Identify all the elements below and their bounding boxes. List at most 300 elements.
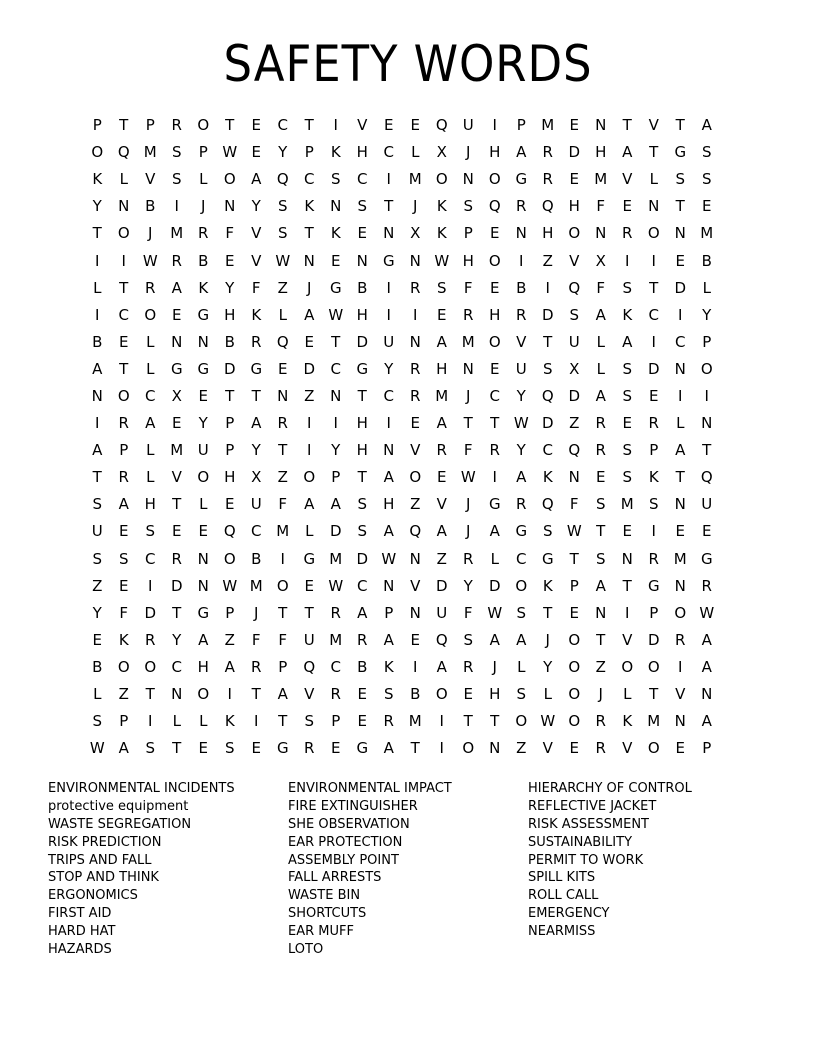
grid-letter: B bbox=[198, 251, 209, 270]
grid-letter: B bbox=[224, 332, 235, 351]
grid-letter: M bbox=[143, 143, 157, 162]
word-list-item: PERMIT TO WORK bbox=[528, 852, 644, 868]
grid-letter: Z bbox=[436, 549, 447, 568]
grid-letter: H bbox=[383, 495, 395, 514]
grid-letter: O bbox=[568, 630, 581, 649]
grid-letter: E bbox=[198, 522, 208, 541]
grid-letter: E bbox=[198, 386, 208, 405]
grid-letter: C bbox=[675, 332, 686, 351]
grid-letter: A bbox=[436, 657, 447, 676]
word-list-item: HARD HAT bbox=[48, 924, 116, 940]
grid-letter: E bbox=[384, 116, 394, 135]
grid-letter: R bbox=[118, 414, 129, 433]
grid-letter: Y bbox=[702, 305, 712, 324]
grid-letter: V bbox=[622, 739, 633, 758]
grid-letter: C bbox=[145, 549, 156, 568]
grid-letter: L bbox=[411, 143, 420, 162]
grid-letter: R bbox=[277, 414, 288, 433]
grid-letter: V bbox=[648, 116, 659, 135]
grid-letter: E bbox=[649, 386, 659, 405]
grid-letter: Y bbox=[172, 630, 182, 649]
grid-letter: F bbox=[596, 197, 606, 216]
grid-letter: W bbox=[434, 251, 450, 270]
grid-letter: P bbox=[463, 224, 473, 243]
grid-letter: B bbox=[701, 251, 712, 270]
grid-letter: E bbox=[490, 359, 500, 378]
word-list-item: HAZARDS bbox=[48, 942, 112, 958]
grid-letter: A bbox=[595, 305, 606, 324]
grid-letter: S bbox=[701, 143, 712, 162]
grid-letter: R bbox=[595, 712, 606, 731]
grid-letter: K bbox=[383, 657, 394, 676]
grid-letter: E bbox=[251, 116, 261, 135]
grid-letter: S bbox=[622, 468, 633, 487]
grid-letter: K bbox=[330, 224, 341, 243]
grid-letter: N bbox=[595, 116, 607, 135]
grid-letter: Z bbox=[569, 414, 580, 433]
word-list-item: SHORTCUTS bbox=[288, 906, 367, 922]
grid-letter: K bbox=[198, 278, 209, 297]
grid-letter: Q bbox=[223, 522, 236, 541]
grid-letter: R bbox=[118, 468, 129, 487]
grid-letter: I bbox=[704, 386, 709, 405]
grid-letter: U bbox=[91, 522, 103, 541]
grid-letter: E bbox=[119, 332, 129, 351]
grid-letter: N bbox=[568, 468, 580, 487]
grid-letter: U bbox=[197, 441, 209, 460]
grid-letter: E bbox=[119, 576, 129, 595]
grid-letter: W bbox=[487, 603, 503, 622]
grid-letter: P bbox=[225, 603, 235, 622]
grid-letter: L bbox=[146, 468, 155, 487]
grid-letter: T bbox=[543, 332, 553, 351]
grid-letter: L bbox=[199, 495, 208, 514]
grid-letter: D bbox=[356, 549, 369, 568]
grid-letter: N bbox=[118, 197, 130, 216]
grid-letter: O bbox=[117, 224, 130, 243]
grid-letter: P bbox=[702, 739, 712, 758]
grid-letter: L bbox=[146, 359, 155, 378]
grid-letter: Z bbox=[542, 251, 553, 270]
word-list-item: SUSTAINABILITY bbox=[528, 834, 633, 850]
grid-letter: W bbox=[381, 549, 397, 568]
grid-letter: U bbox=[303, 630, 315, 649]
grid-letter: Y bbox=[92, 603, 102, 622]
grid-letter: A bbox=[198, 630, 209, 649]
grid-letter: S bbox=[516, 685, 527, 704]
grid-letter: Z bbox=[595, 657, 606, 676]
grid-letter: L bbox=[199, 712, 208, 731]
grid-letter: P bbox=[278, 657, 288, 676]
grid-letter: O bbox=[647, 739, 660, 758]
grid-letter: O bbox=[435, 170, 448, 189]
grid-letter: L bbox=[305, 522, 314, 541]
grid-letter: A bbox=[145, 414, 156, 433]
grid-letter: E bbox=[622, 522, 632, 541]
grid-letter: M bbox=[276, 522, 290, 541]
grid-letter: K bbox=[224, 712, 235, 731]
grid-letter: B bbox=[145, 197, 156, 216]
grid-letter: E bbox=[357, 712, 367, 731]
grid-letter: T bbox=[357, 468, 367, 487]
grid-letter: Y bbox=[331, 441, 341, 460]
grid-letter: U bbox=[568, 332, 580, 351]
grid-letter: V bbox=[251, 251, 262, 270]
grid-letter: R bbox=[383, 712, 394, 731]
grid-letter: K bbox=[436, 197, 447, 216]
grid-letter: K bbox=[436, 224, 447, 243]
grid-letter: I bbox=[651, 522, 656, 541]
word-list-item: protective equipment bbox=[48, 798, 189, 814]
grid-letter: J bbox=[466, 495, 471, 514]
grid-letter: P bbox=[225, 414, 235, 433]
grid-letter: O bbox=[568, 712, 581, 731]
grid-letter: I bbox=[307, 441, 312, 460]
word-list-column-2 bbox=[288, 780, 452, 959]
grid-letter: S bbox=[277, 224, 288, 243]
grid-letter: S bbox=[542, 522, 553, 541]
grid-letter: V bbox=[622, 170, 633, 189]
grid-letter: S bbox=[383, 685, 394, 704]
grid-letter: N bbox=[277, 386, 289, 405]
grid-letter: E bbox=[410, 630, 420, 649]
grid-letter: N bbox=[409, 603, 421, 622]
grid-letter: Y bbox=[92, 197, 102, 216]
grid-letter: R bbox=[410, 278, 421, 297]
grid-letter: Y bbox=[225, 278, 235, 297]
grid-letter: S bbox=[595, 495, 606, 514]
grid-letter: I bbox=[95, 251, 100, 270]
grid-letter: S bbox=[622, 441, 633, 460]
grid-letter: V bbox=[675, 685, 686, 704]
grid-letter: R bbox=[463, 657, 474, 676]
grid-letter: M bbox=[541, 116, 555, 135]
grid-letter: S bbox=[92, 495, 103, 514]
grid-letter: N bbox=[197, 332, 209, 351]
grid-letter: K bbox=[330, 143, 341, 162]
grid-letter: S bbox=[145, 522, 156, 541]
grid-letter: N bbox=[621, 549, 633, 568]
grid-letter: P bbox=[649, 603, 659, 622]
grid-letter: X bbox=[410, 224, 421, 243]
grid-letter: S bbox=[622, 278, 633, 297]
grid-letter: I bbox=[625, 251, 630, 270]
grid-letter: N bbox=[91, 386, 103, 405]
word-list-item: WASTE BIN bbox=[288, 888, 361, 904]
grid-letter: C bbox=[304, 170, 315, 189]
grid-letter: F bbox=[119, 603, 129, 622]
grid-letter: R bbox=[251, 657, 262, 676]
grid-letter: N bbox=[383, 224, 395, 243]
grid-letter: H bbox=[489, 143, 501, 162]
grid-letter: E bbox=[569, 170, 579, 189]
grid-letter: A bbox=[595, 386, 606, 405]
grid-letter: R bbox=[145, 630, 156, 649]
grid-letter: D bbox=[568, 143, 581, 162]
grid-letter: R bbox=[171, 116, 182, 135]
grid-letter: E bbox=[198, 739, 208, 758]
grid-letter: E bbox=[172, 305, 182, 324]
grid-letter: Y bbox=[463, 576, 473, 595]
grid-letter: D bbox=[541, 305, 554, 324]
grid-letter: D bbox=[435, 576, 448, 595]
grid-letter: H bbox=[356, 441, 368, 460]
grid-letter: F bbox=[278, 630, 288, 649]
grid-letter: I bbox=[95, 414, 100, 433]
grid-letter: O bbox=[117, 386, 130, 405]
grid-letter: A bbox=[92, 441, 103, 460]
grid-letter: O bbox=[303, 468, 316, 487]
grid-letter: S bbox=[622, 386, 633, 405]
grid-letter: J bbox=[466, 386, 471, 405]
grid-letter: P bbox=[92, 116, 102, 135]
grid-letter: O bbox=[197, 468, 210, 487]
grid-letter: S bbox=[277, 197, 288, 216]
grid-letter: S bbox=[542, 359, 553, 378]
grid-letter: O bbox=[647, 224, 660, 243]
grid-letter: I bbox=[95, 305, 100, 324]
grid-letter: W bbox=[328, 305, 344, 324]
grid-letter: R bbox=[251, 332, 262, 351]
grid-letter: N bbox=[303, 251, 315, 270]
grid-letter: W bbox=[222, 576, 238, 595]
grid-letter: N bbox=[515, 224, 527, 243]
grid-letter: N bbox=[674, 576, 686, 595]
grid-letter: O bbox=[515, 576, 528, 595]
grid-letter: N bbox=[462, 170, 474, 189]
grid-letter: I bbox=[651, 251, 656, 270]
word-list-item: RISK PREDICTION bbox=[48, 834, 162, 850]
grid-letter: Y bbox=[251, 197, 261, 216]
grid-letter: R bbox=[516, 305, 527, 324]
grid-letter: O bbox=[409, 468, 422, 487]
grid-letter: Y bbox=[251, 441, 261, 460]
grid-letter: S bbox=[357, 522, 368, 541]
grid-letter: R bbox=[330, 685, 341, 704]
grid-letter: I bbox=[413, 305, 418, 324]
grid-letter: R bbox=[648, 414, 659, 433]
grid-letter: V bbox=[171, 468, 182, 487]
grid-letter: A bbox=[675, 441, 686, 460]
grid-letter: W bbox=[513, 414, 529, 433]
grid-letter: N bbox=[674, 712, 686, 731]
grid-letter: K bbox=[542, 468, 553, 487]
grid-letter: I bbox=[174, 197, 179, 216]
grid-letter: A bbox=[622, 332, 633, 351]
grid-letter: N bbox=[701, 685, 713, 704]
grid-letter: M bbox=[249, 576, 263, 595]
grid-letter: O bbox=[515, 712, 528, 731]
grid-letter: Q bbox=[541, 386, 554, 405]
grid-letter: D bbox=[488, 576, 501, 595]
grid-letter: H bbox=[542, 224, 554, 243]
grid-letter: F bbox=[278, 495, 288, 514]
grid-letter: M bbox=[329, 549, 343, 568]
grid-letter: I bbox=[492, 468, 497, 487]
grid-letter: E bbox=[357, 224, 367, 243]
grid-letter: R bbox=[357, 630, 368, 649]
grid-letter: E bbox=[225, 251, 235, 270]
grid-letter: S bbox=[648, 495, 659, 514]
grid-letter: E bbox=[278, 359, 288, 378]
word-list-item: SHE OBSERVATION bbox=[288, 816, 410, 832]
grid-letter: W bbox=[328, 576, 344, 595]
grid-letter: B bbox=[516, 278, 527, 297]
grid-letter: L bbox=[596, 332, 605, 351]
grid-letter: A bbox=[92, 359, 103, 378]
grid-letter: C bbox=[330, 359, 341, 378]
grid-letter: W bbox=[540, 712, 556, 731]
grid-letter: K bbox=[304, 197, 315, 216]
word-list-item: ENVIRONMENTAL IMPACT bbox=[288, 781, 452, 796]
grid-letter: S bbox=[330, 170, 341, 189]
grid-letter: V bbox=[410, 576, 421, 595]
grid-letter: H bbox=[568, 197, 580, 216]
word-list-column-1 bbox=[48, 780, 235, 959]
grid-letter: L bbox=[93, 685, 102, 704]
grid-letter: T bbox=[92, 468, 102, 487]
grid-letter: A bbox=[701, 630, 712, 649]
grid-letter: O bbox=[488, 251, 501, 270]
grid-letter: H bbox=[436, 359, 448, 378]
grid-letter: O bbox=[488, 170, 501, 189]
grid-letter: V bbox=[410, 441, 421, 460]
grid-letter: V bbox=[251, 224, 262, 243]
grid-letter: N bbox=[224, 197, 236, 216]
grid-letter: C bbox=[330, 657, 341, 676]
grid-letter: P bbox=[331, 712, 341, 731]
grid-letter: I bbox=[307, 414, 312, 433]
grid-letter: L bbox=[543, 685, 552, 704]
grid-letter: K bbox=[622, 305, 633, 324]
grid-letter: X bbox=[569, 359, 580, 378]
grid-letter: T bbox=[172, 739, 182, 758]
grid-letter: E bbox=[675, 739, 685, 758]
grid-letter: N bbox=[489, 739, 501, 758]
grid-letter: Q bbox=[303, 657, 316, 676]
grid-letter: A bbox=[383, 468, 394, 487]
grid-letter: Q bbox=[117, 143, 130, 162]
grid-letter: L bbox=[146, 441, 155, 460]
grid-letter: D bbox=[356, 332, 369, 351]
grid-letter: T bbox=[225, 116, 235, 135]
grid-letter: E bbox=[251, 739, 261, 758]
word-list-item: ENVIRONMENTAL INCIDENTS bbox=[48, 781, 235, 796]
grid-letter: M bbox=[673, 549, 687, 568]
word-list-item: FIRE EXTINGUISHER bbox=[288, 798, 418, 814]
grid-letter: N bbox=[330, 197, 342, 216]
grid-letter: M bbox=[408, 712, 422, 731]
grid-letter: E bbox=[119, 522, 129, 541]
grid-letter: F bbox=[463, 441, 473, 460]
grid-letter: H bbox=[144, 495, 156, 514]
grid-letter: T bbox=[463, 712, 473, 731]
grid-letter: T bbox=[278, 441, 288, 460]
grid-letter: S bbox=[92, 712, 103, 731]
grid-letter: F bbox=[596, 278, 606, 297]
grid-letter: C bbox=[516, 549, 527, 568]
grid-letter: N bbox=[674, 495, 686, 514]
grid-letter: Z bbox=[224, 630, 235, 649]
grid-letter: O bbox=[568, 685, 581, 704]
grid-letter: T bbox=[463, 414, 473, 433]
grid-letter: T bbox=[569, 549, 579, 568]
grid-letter: O bbox=[435, 685, 448, 704]
grid-letter: N bbox=[409, 332, 421, 351]
grid-letter: T bbox=[622, 576, 632, 595]
grid-letter: M bbox=[461, 332, 475, 351]
grid-letter: P bbox=[331, 468, 341, 487]
grid-letter: A bbox=[118, 739, 129, 758]
grid-letter: I bbox=[439, 712, 444, 731]
grid-letter: K bbox=[542, 576, 553, 595]
word-list-item: REFLECTIVE JACKET bbox=[528, 798, 657, 814]
grid-letter: I bbox=[678, 657, 683, 676]
grid-letter: I bbox=[651, 332, 656, 351]
grid-letter: R bbox=[410, 386, 421, 405]
grid-letter: E bbox=[622, 197, 632, 216]
grid-letter: R bbox=[648, 549, 659, 568]
grid-letter: A bbox=[251, 170, 262, 189]
grid-letter: K bbox=[648, 468, 659, 487]
grid-letter: T bbox=[410, 739, 420, 758]
grid-letter: C bbox=[357, 170, 368, 189]
grid-letter: T bbox=[357, 386, 367, 405]
grid-letter: A bbox=[436, 414, 447, 433]
grid-letter: A bbox=[383, 522, 394, 541]
grid-letter: E bbox=[331, 251, 341, 270]
grid-letter: P bbox=[119, 441, 129, 460]
grid-letter: O bbox=[197, 116, 210, 135]
grid-letter: T bbox=[490, 414, 500, 433]
grid-letter: I bbox=[545, 278, 550, 297]
grid-letter: Z bbox=[277, 278, 288, 297]
grid-letter: A bbox=[224, 657, 235, 676]
grid-letter: L bbox=[623, 685, 632, 704]
grid-letter: H bbox=[489, 305, 501, 324]
grid-letter: R bbox=[463, 549, 474, 568]
grid-letter: V bbox=[145, 170, 156, 189]
grid-letter: I bbox=[121, 251, 126, 270]
grid-letter: D bbox=[223, 359, 236, 378]
grid-letter: S bbox=[304, 712, 315, 731]
grid-letter: P bbox=[119, 712, 129, 731]
grid-letter: T bbox=[278, 603, 288, 622]
grid-letter: A bbox=[516, 630, 527, 649]
grid-letter: F bbox=[463, 603, 473, 622]
grid-letter: X bbox=[436, 143, 447, 162]
grid-letter: Q bbox=[541, 197, 554, 216]
grid-letter: W bbox=[699, 603, 715, 622]
grid-letter: E bbox=[702, 522, 712, 541]
grid-letter: O bbox=[197, 685, 210, 704]
grid-letter: M bbox=[620, 495, 634, 514]
grid-letter: S bbox=[516, 603, 527, 622]
grid-letter: M bbox=[435, 386, 449, 405]
grid-letter: T bbox=[596, 630, 606, 649]
grid-letter: T bbox=[251, 685, 261, 704]
grid-letter: D bbox=[674, 278, 687, 297]
grid-letter: V bbox=[516, 332, 527, 351]
grid-letter: G bbox=[515, 522, 528, 541]
grid-letter: R bbox=[198, 224, 209, 243]
grid-letter: G bbox=[329, 278, 342, 297]
grid-letter: S bbox=[569, 305, 580, 324]
grid-letter: E bbox=[675, 522, 685, 541]
word-list-item: RISK ASSESSMENT bbox=[528, 816, 649, 832]
grid-letter: R bbox=[542, 143, 553, 162]
grid-letter: D bbox=[170, 576, 183, 595]
